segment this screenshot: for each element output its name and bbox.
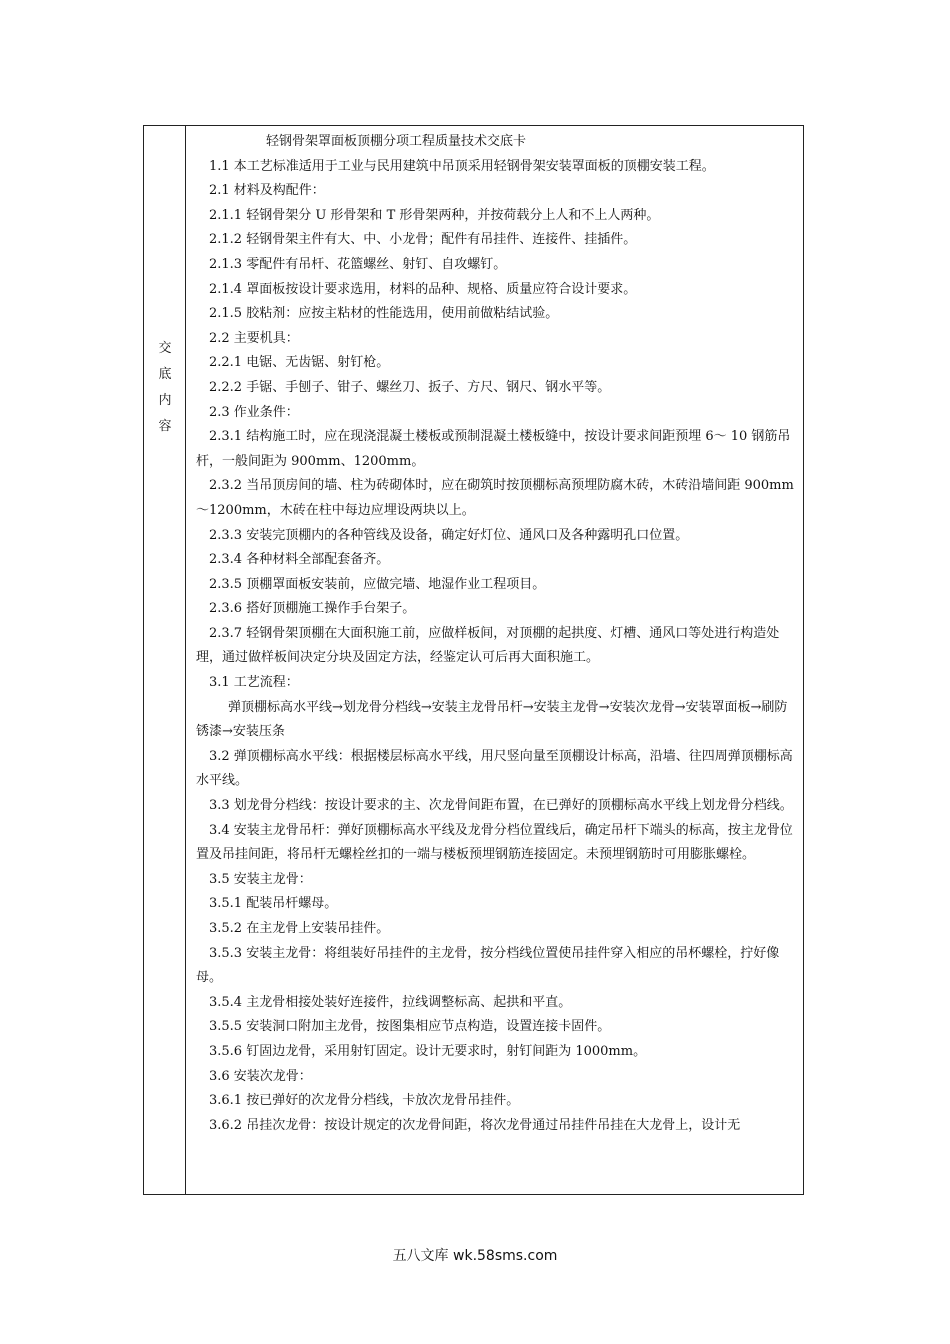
paragraph: 2.3.5 顶棚罩面板安装前，应做完墙、地湿作业工程项目。 bbox=[209, 576, 546, 592]
paragraph: 3.3 划龙骨分档线：按设计要求的主、次龙骨间距布置，在已弹好的顶棚标高水平线上划龙骨分档线。 bbox=[209, 798, 793, 814]
paragraph: 2.3 作业条件： bbox=[209, 404, 299, 420]
paragraph: 1.1 本工艺标准适用于工业与民用建筑中吊顶采用轻钢骨架安装罩面板的顶棚安装工程。 bbox=[209, 158, 715, 174]
label-char: 容 bbox=[158, 419, 172, 434]
paragraph: 3.5.3 安装主龙骨：将组装好吊挂件的主龙骨，按分档线位置使吊挂件穿入相应的吊杯螺栓，拧好像母。 bbox=[196, 945, 780, 986]
paragraph: 3.2 弹顶棚标高水平线：根据楼层标高水平线，用尺竖向量至顶棚设计标高，沿墙、往四周弹顶棚标高水平线。 bbox=[196, 748, 793, 789]
paragraph: 弹顶棚标高水平线→划龙骨分档线→安装主龙骨吊杆→安装主龙骨→安装次龙骨→安装罩面板→刷防锈漆→安装压条 bbox=[196, 699, 788, 740]
label-char: 内 bbox=[158, 393, 172, 408]
paragraph: 3.6 安装次龙骨： bbox=[209, 1068, 312, 1084]
paragraph: 2.3.4 各种材料全部配套备齐。 bbox=[209, 552, 390, 568]
paragraph: 2.3.7 轻钢骨架顶棚在大面积施工前，应做样板间，对顶棚的起拱度、灯槽、通风口等处进行构造处理，通过做样板间决定分块及固定方法，经鉴定认可后再大面积施工。 bbox=[196, 625, 780, 666]
paragraph: 3.6.1 按已弹好的次龙骨分档线，卡放次龙骨吊挂件。 bbox=[209, 1093, 520, 1109]
paragraph: 2.2 主要机具： bbox=[209, 330, 299, 346]
paragraph-list bbox=[196, 155, 794, 1139]
paragraph: 3.5.2 在主龙骨上安装吊挂件。 bbox=[209, 921, 390, 936]
content-cell bbox=[196, 130, 794, 1138]
paragraph: 2.1 材料及构配件： bbox=[209, 183, 325, 199]
label-char: 交 bbox=[158, 341, 172, 356]
paragraph: 2.3.2 当吊顶房间的墙、柱为砖砌体时，应在砌筑时按顶棚标高预埋防腐木砖，木砖沿墙间距 900mm～1200mm，木砖在柱中每边应埋设两块以上。 bbox=[196, 478, 794, 518]
paragraph: 2.3.1 结构施工时，应在现浇混凝土楼板或预制混凝土楼板缝中，按设计要求间距预埋 6～ 10 钢筋吊杆，一般间距为 900mm、1200mm。 bbox=[196, 429, 791, 469]
paragraph: 2.1.2 轻钢骨架主件有大、中、小龙骨；配件有吊挂件、连接件、挂插件。 bbox=[209, 232, 637, 248]
label-char: 底 bbox=[158, 367, 172, 382]
content-label bbox=[144, 336, 186, 440]
paragraph: 3.5.5 安装洞口附加主龙骨，按图集相应节点构造，设置连接卡固件。 bbox=[209, 1019, 611, 1035]
left-label-column bbox=[144, 126, 186, 1194]
paragraph: 2.2.1 电锯、无齿锯、射钉枪。 bbox=[209, 355, 390, 371]
handover-table bbox=[143, 125, 804, 1195]
paragraph: 2.3.6 搭好顶棚施工操作手台架子。 bbox=[209, 601, 416, 617]
paragraph: 3.5 安装主龙骨： bbox=[209, 871, 312, 887]
paragraph: 2.1.5 胶粘剂：应按主粘材的性能选用，使用前做粘结试验。 bbox=[209, 306, 559, 322]
paragraph: 3.5.1 配装吊杆螺母。 bbox=[209, 896, 338, 912]
paragraph: 3.5.4 主龙骨相接处装好连接件，拉线调整标高、起拱和平直。 bbox=[209, 994, 572, 1010]
paragraph: 2.2.2 手锯、手刨子、钳子、螺丝刀、扳子、方尺、钢尺、钢水平等。 bbox=[209, 379, 611, 395]
paragraph: 3.5.6 钉固边龙骨，采用射钉固定。设计无要求时，射钉间距为 1000mm。 bbox=[209, 1043, 647, 1059]
paragraph: 2.1.1 轻钢骨架分 U 形骨架和 T 形骨架两种，并按荷载分上人和不上人两种。 bbox=[209, 207, 660, 223]
paragraph: 3.1 工艺流程： bbox=[209, 675, 299, 691]
paragraph: 3.4 安装主龙骨吊杆：弹好顶棚标高水平线及龙骨分档位置线后，确定吊杆下端头的标高，按主龙骨位置及吊挂间距，将吊杆无螺栓丝扣的一端与楼板预埋钢筋连接固定。未预埋钢筋时可用膨胀螺栓。 bbox=[196, 822, 793, 863]
document-title: 轻钢骨架罩面板顶棚分项工程质量技术交底卡 bbox=[266, 134, 527, 149]
paragraph: 2.1.3 零配件有吊杆、花篮螺丝、射钉、自攻螺钉。 bbox=[209, 256, 507, 272]
paragraph: 2.3.3 安装完顶棚内的各种管线及设备，确定好灯位、通风口及各种露明孔口位置。 bbox=[209, 527, 689, 543]
paragraph: 3.6.2 吊挂次龙骨：按设计规定的次龙骨间距，将次龙骨通过吊挂件吊挂在大龙骨上，设计无 bbox=[209, 1117, 741, 1133]
paragraph: 2.1.4 罩面板按设计要求选用，材料的品种、规格、质量应符合设计要求。 bbox=[209, 281, 637, 297]
footer-watermark: 五八文库 wk.58sms.com bbox=[392, 1248, 558, 1264]
